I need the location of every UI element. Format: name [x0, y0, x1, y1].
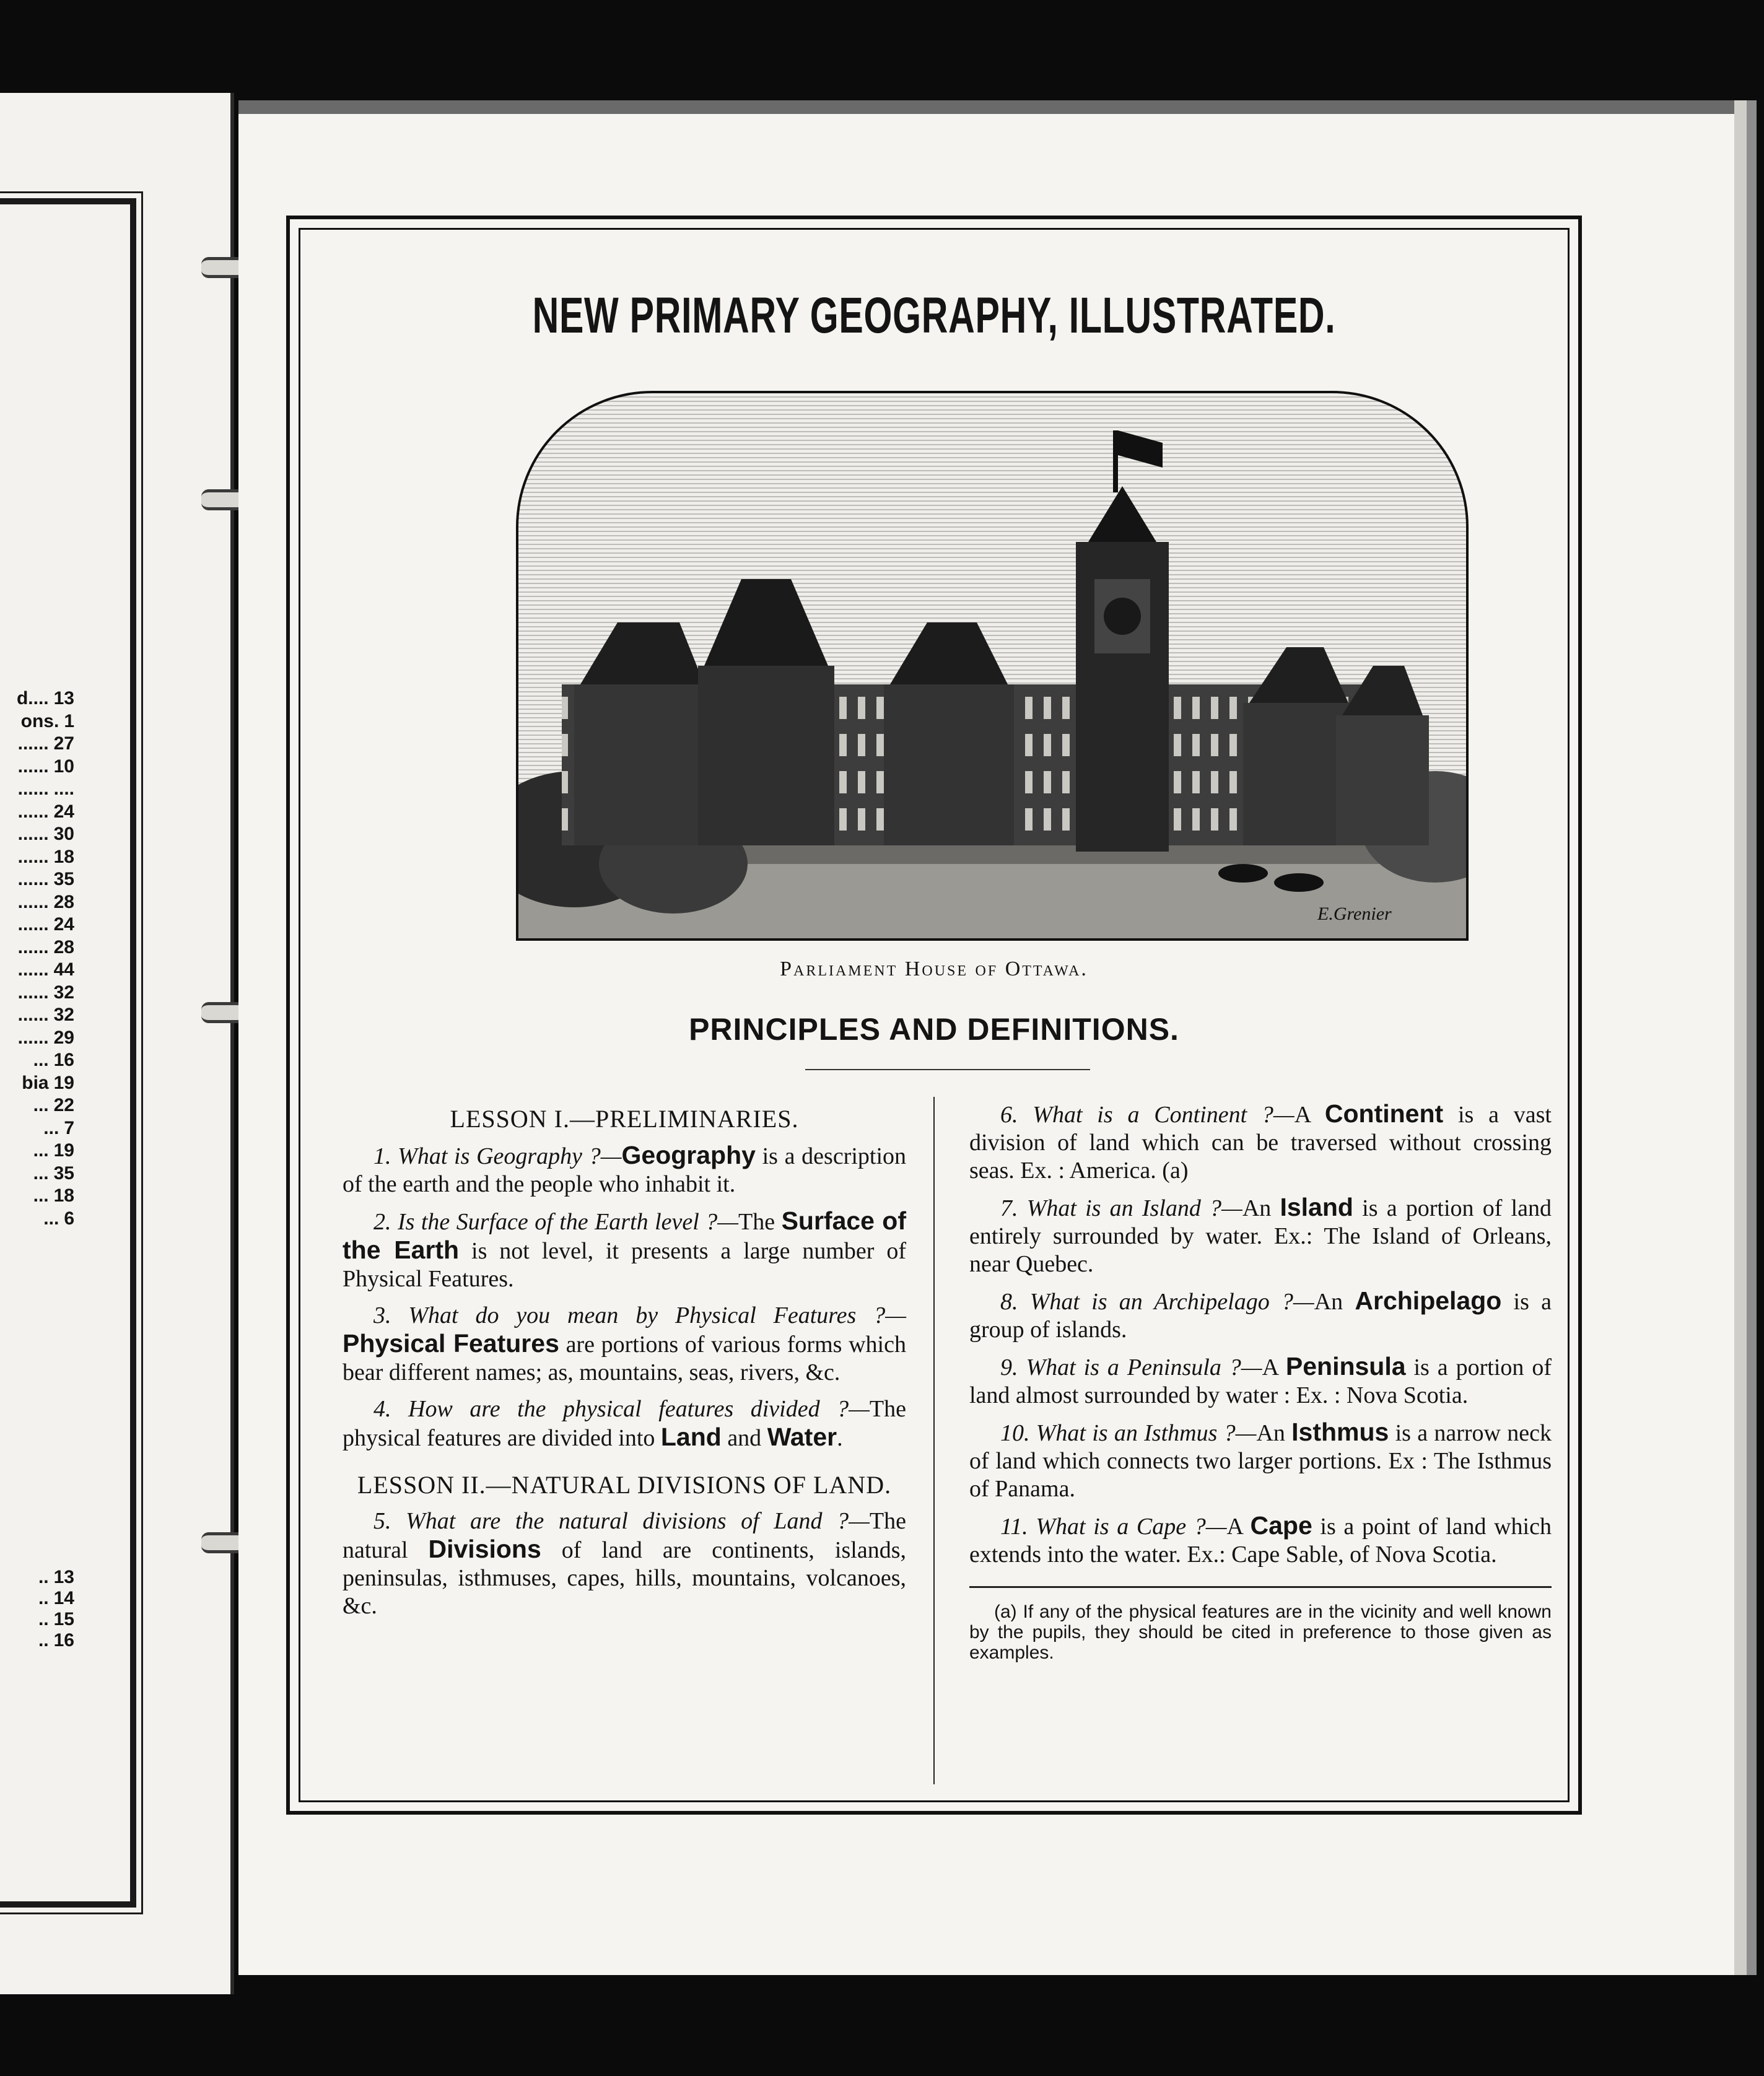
index-row-label: ......	[17, 891, 49, 912]
index-row-page: 28	[53, 936, 74, 957]
index-row-label: ..	[38, 1630, 49, 1651]
index-row-page: 22	[53, 1095, 74, 1115]
index-row-page: 32	[53, 1005, 74, 1025]
index-row-label: ......	[17, 1005, 49, 1025]
index-row	[0, 1072, 74, 1095]
index-row	[0, 687, 74, 710]
index-row	[0, 1117, 74, 1140]
index-row-page: 13	[53, 688, 74, 709]
index-row-page: 16	[53, 1630, 74, 1651]
index-row-label: ...	[33, 1050, 49, 1070]
index-row-label: ...	[33, 1140, 49, 1161]
index-row	[0, 982, 74, 1005]
index-row-page: 7	[64, 1117, 74, 1138]
index-row-page: 18	[53, 1185, 74, 1206]
index-row-page: 44	[53, 959, 74, 980]
index-row-label: ..	[38, 1609, 49, 1629]
index-row-label: d....	[16, 688, 49, 709]
definition-item: 11. What is a Cape ?—A Cape is a point of land which extends into the water. Ex.: Cape Sable, of Nova Scotia.	[969, 1511, 1552, 1568]
index-row-label: ons.	[20, 710, 59, 731]
definition-item: 7. What is an Island ?—An Island is a portion of land entirely surrounded by water. Ex.: The Island of Orleans, near Quebec.	[969, 1193, 1552, 1277]
column-divider	[933, 1097, 935, 1784]
definition-item: 8. What is an Archipelago ?—An Archipelago is a group of islands.	[969, 1286, 1552, 1343]
index-row-label: ......	[17, 756, 49, 777]
index-row-label: ......	[17, 1027, 49, 1048]
index-row	[0, 756, 74, 778]
footnote: (a) If any of the physical features are in the vicinity and well known by the pupils, they should be cited in preference to those given as examples.	[969, 1602, 1552, 1663]
definition-item: 1. What is Geography ?—Geography is a description of the earth and the people who inhabit it.	[343, 1141, 907, 1197]
index-row	[0, 823, 74, 846]
index-row-page: 24	[53, 914, 74, 935]
index-row	[0, 1027, 74, 1050]
definition-item: 9. What is a Peninsula ?—A Peninsula is a portion of land almost surrounded by water : Ex. : Nova Scotia.	[969, 1352, 1552, 1408]
illustration-caption: Parliament House of Ottawa.	[780, 957, 1088, 980]
index-row-label: ..	[38, 1588, 49, 1608]
index-row-page: 24	[53, 801, 74, 822]
index-row-page: 27	[53, 733, 74, 754]
index-row-label: bia	[22, 1072, 49, 1093]
index-row-label: ......	[17, 959, 49, 980]
index-row-label: ......	[17, 869, 49, 889]
index-row-label: ......	[17, 824, 49, 844]
index-row	[0, 891, 74, 914]
index-row	[0, 846, 74, 869]
right-column	[969, 1100, 1552, 1663]
index-row-label: ..	[38, 1567, 49, 1587]
lesson-heading: LESSON II.—NATURAL DIVISIONS OF LAND.	[357, 1471, 892, 1499]
index-row	[0, 1162, 74, 1185]
footnote-rule	[969, 1586, 1552, 1588]
index-row-page: 14	[53, 1588, 74, 1608]
index-row-label: ......	[17, 801, 49, 822]
index-row-page: 18	[53, 846, 74, 867]
index-row-page: 15	[53, 1609, 74, 1629]
index-row	[0, 733, 74, 756]
index-row-label: ...	[33, 1162, 49, 1184]
parliament-building-engraving-icon	[518, 393, 1466, 938]
index-row	[0, 801, 74, 824]
index-row-label: ......	[17, 982, 49, 1003]
index-row-page: 35	[53, 869, 74, 889]
index-row	[0, 1140, 74, 1162]
lesson-heading: LESSON I.—PRELIMINARIES.	[450, 1105, 799, 1133]
index-row	[0, 1004, 74, 1027]
index-row-page: 35	[53, 1162, 74, 1184]
definition-item: 5. What are the natural divisions of Land ?—The natural Divisions of land are continents, islands, peninsulas, isthmuses, capes, hills, mountains, volcanoes, &c.	[343, 1508, 906, 1619]
index-row-page: 16	[53, 1050, 74, 1070]
index-row-page: 30	[53, 824, 74, 844]
index-row-page: 28	[53, 891, 74, 912]
index-row-label: ......	[17, 778, 49, 799]
definition-item: 4. How are the physical features divided ?—The physical features are divided into Land and Water.	[343, 1396, 906, 1451]
index-row-page: 10	[53, 756, 74, 777]
index-row	[0, 778, 74, 801]
index-row-label: ...	[43, 1117, 59, 1138]
index-row	[0, 868, 74, 891]
previous-page	[0, 93, 234, 1994]
index-row-label: ......	[17, 914, 49, 935]
index-row	[0, 710, 74, 733]
index-row-page: 19	[53, 1072, 74, 1093]
index-row	[0, 1185, 74, 1208]
index-row-page: 13	[53, 1567, 74, 1587]
index-row-page: 29	[53, 1027, 74, 1048]
index-row-page: 1	[64, 710, 74, 731]
page-inner-border	[299, 228, 1570, 1802]
index-row	[0, 1208, 74, 1231]
definition-item: 10. What is an Isthmus ?—An Isthmus is a narrow neck of land which connects two larger portions. Ex : The Isthmus of Panama.	[969, 1418, 1552, 1502]
index-row-page: 6	[64, 1208, 74, 1229]
index-row	[0, 1567, 74, 1588]
definition-item: 2. Is the Surface of the Earth level ?—The Surface of the Earth is not level, it presents a large number of Physical Features.	[343, 1206, 907, 1292]
index-row-label: ......	[17, 846, 49, 867]
index-list-top	[0, 687, 74, 1230]
parliament-illustration	[516, 391, 1469, 941]
index-row	[0, 1588, 74, 1609]
index-row-page: 32	[53, 982, 74, 1003]
page-border	[286, 216, 1582, 1815]
index-row-page: ....	[53, 778, 74, 799]
index-row-page: 19	[53, 1140, 74, 1161]
index-row-label: ......	[17, 936, 49, 957]
index-row	[0, 1609, 74, 1630]
engraver-signature: E.Grenier	[1317, 904, 1392, 924]
index-row-label: ...	[33, 1185, 49, 1206]
index-row	[0, 914, 74, 936]
index-row	[0, 959, 74, 982]
section-heading: PRINCIPLES AND DEFINITIONS.	[689, 1012, 1179, 1047]
index-row	[0, 1049, 74, 1072]
index-row-label: ...	[33, 1095, 49, 1115]
definition-item: 6. What is a Continent ?—A Continent is a vast division of land which can be traversed without crossing seas. Ex. : America. (a)	[969, 1099, 1552, 1184]
left-column	[343, 1100, 906, 1629]
index-list-bottom	[0, 1567, 74, 1651]
page-title: NEW PRIMARY GEOGRAPHY, ILLUSTRATED.	[532, 287, 1336, 344]
index-row	[0, 1630, 74, 1651]
heading-rule	[805, 1069, 1090, 1070]
index-row	[0, 1094, 74, 1117]
index-row	[0, 936, 74, 959]
definition-item: 3. What do you mean by Physical Features ?—Physical Features are portions of various forms which bear different names; as, mountains, seas, rivers, &c.	[343, 1302, 906, 1385]
index-row-label: ......	[17, 733, 49, 754]
index-row-label: ...	[43, 1208, 59, 1229]
